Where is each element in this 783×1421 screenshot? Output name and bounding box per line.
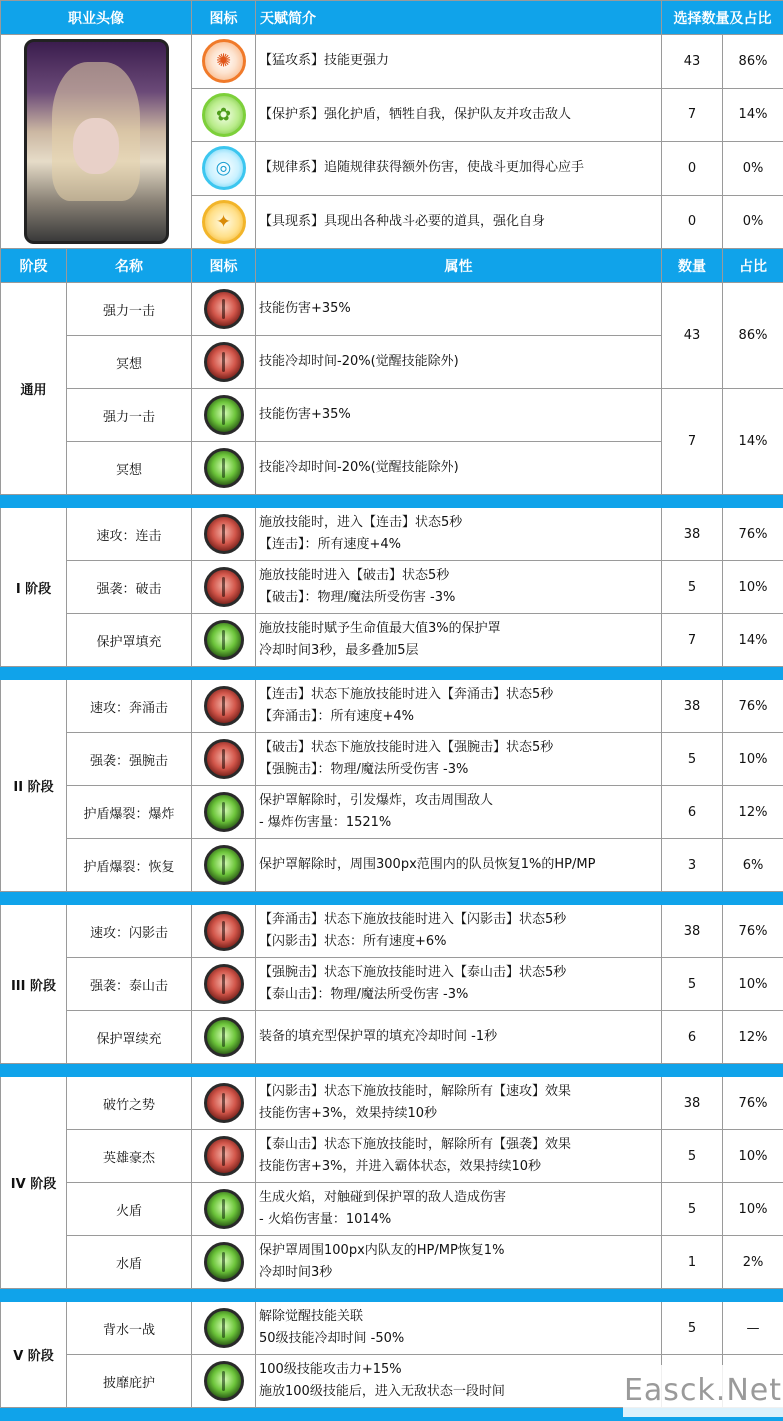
fire-shield-icon bbox=[204, 1189, 244, 1229]
skill-attr: 装备的填充型保护罩的填充冷却时间 -1秒 bbox=[256, 1011, 662, 1064]
talent-row bbox=[1, 35, 783, 89]
separator bbox=[1, 1289, 783, 1302]
skill-pct: 76% bbox=[723, 905, 783, 958]
skill-name: 背水一战 bbox=[67, 1302, 192, 1355]
skill-row bbox=[1, 1011, 783, 1064]
skill-name: 保护罩填充 bbox=[67, 614, 192, 667]
meditation-icon bbox=[204, 342, 244, 382]
skill-row bbox=[1, 508, 783, 561]
skill-row bbox=[1, 733, 783, 786]
rule-talent-icon: ◎ bbox=[202, 146, 246, 190]
skill-count: 5 bbox=[662, 1183, 723, 1236]
skill-count: 5 bbox=[662, 1130, 723, 1183]
skill-pct: 10% bbox=[723, 1183, 783, 1236]
meditation-icon bbox=[204, 448, 244, 488]
stage-label: IV 阶段 bbox=[1, 1077, 67, 1289]
shield-explode-icon bbox=[204, 792, 244, 832]
talent-pct: 14% bbox=[723, 88, 783, 142]
skill-name: 速攻：奔涌击 bbox=[67, 680, 192, 733]
break-strike-icon bbox=[204, 567, 244, 607]
skill-attr: 施放技能时赋予生命值最大值3%的保护罩 冷却时间3秒，最多叠加5层 bbox=[256, 614, 662, 667]
skill-count: 7 bbox=[662, 614, 723, 667]
shield-fill-icon bbox=[204, 620, 244, 660]
header-avatar: 职业头像 bbox=[1, 1, 192, 35]
skill-name: 破竹之势 bbox=[67, 1077, 192, 1130]
skill-row bbox=[1, 786, 783, 839]
skill-name: 强袭：破击 bbox=[67, 561, 192, 614]
skill-pct: 76% bbox=[723, 680, 783, 733]
skill-count: 6 bbox=[662, 1011, 723, 1064]
skill-name: 速攻：闪影击 bbox=[67, 905, 192, 958]
subheader-name: 名称 bbox=[67, 249, 192, 283]
skill-name: 强袭：强腕击 bbox=[67, 733, 192, 786]
skill-pct: 6% bbox=[723, 839, 783, 892]
skill-pct: 76% bbox=[723, 508, 783, 561]
skill-name: 英雄豪杰 bbox=[67, 1130, 192, 1183]
mountain-strike-icon bbox=[204, 964, 244, 1004]
skill-pct: 14% bbox=[723, 389, 783, 495]
shield-heal-icon bbox=[204, 845, 244, 885]
skill-pct: — bbox=[723, 1302, 783, 1355]
skill-count: 38 bbox=[662, 508, 723, 561]
class-portrait bbox=[24, 39, 169, 244]
portrait-cell bbox=[1, 35, 192, 249]
stage-label: I 阶段 bbox=[1, 508, 67, 667]
skill-pct: 2% bbox=[723, 1236, 783, 1289]
talent-pct: 0% bbox=[723, 195, 783, 249]
attack-talent-icon: ✺ bbox=[202, 39, 246, 83]
skill-row bbox=[1, 389, 783, 442]
power-strike-icon bbox=[204, 395, 244, 435]
skill-attr: 【泰山击】状态下施放技能时，解除所有【强袭】效果 技能伤害+3%，并进入霸体状态，效果持续10秒 bbox=[256, 1130, 662, 1183]
skill-row bbox=[1, 1236, 783, 1289]
header-icon: 图标 bbox=[192, 1, 256, 35]
skill-attr: 技能冷却时间-20%(觉醒技能除外) bbox=[256, 336, 662, 389]
skill-name: 护盾爆裂：恢复 bbox=[67, 839, 192, 892]
skill-pct: 12% bbox=[723, 1011, 783, 1064]
skill-count: 7 bbox=[662, 389, 723, 495]
talent-count: 0 bbox=[662, 142, 723, 196]
skill-count: 38 bbox=[662, 680, 723, 733]
skill-name: 速攻：连击 bbox=[67, 508, 192, 561]
overwhelm-icon bbox=[204, 1083, 244, 1123]
header-selection: 选择数量及占比 bbox=[662, 1, 783, 35]
skill-count: 5 bbox=[662, 733, 723, 786]
skill-row bbox=[1, 1077, 783, 1130]
skill-row bbox=[1, 1130, 783, 1183]
skill-attr: 施放技能时进入【破击】状态5秒 【破击】：物理/魔法所受伤害 -3% bbox=[256, 561, 662, 614]
protect-talent-icon: ✿ bbox=[202, 93, 246, 137]
skill-pct: 76% bbox=[723, 1077, 783, 1130]
separator bbox=[1, 892, 783, 905]
skill-attr: 保护罩解除时，周围300px范围内的队员恢复1%的HP/MP bbox=[256, 839, 662, 892]
skill-pct: 12% bbox=[723, 786, 783, 839]
water-shield-icon bbox=[204, 1242, 244, 1282]
talent-pct: 0% bbox=[723, 142, 783, 196]
skill-attr: 技能冷却时间-20%(觉醒技能除外) bbox=[256, 442, 662, 495]
skill-attr: 技能伤害+35% bbox=[256, 389, 662, 442]
skill-attr: 保护罩周围100px内队友的HP/MP恢复1% 冷却时间3秒 bbox=[256, 1236, 662, 1289]
watermark: Easck.Net bbox=[623, 1365, 783, 1417]
skill-row bbox=[1, 839, 783, 892]
skill-count: 1 bbox=[662, 1236, 723, 1289]
skill-count: 3 bbox=[662, 839, 723, 892]
skill-count: 38 bbox=[662, 1077, 723, 1130]
separator bbox=[1, 1064, 783, 1077]
strong-wrist-icon bbox=[204, 739, 244, 779]
skill-name: 保护罩续充 bbox=[67, 1011, 192, 1064]
skill-row bbox=[1, 1302, 783, 1355]
header-row bbox=[1, 1, 783, 35]
skill-count: 43 bbox=[662, 283, 723, 389]
skill-row bbox=[1, 1183, 783, 1236]
subheader-count: 数量 bbox=[662, 249, 723, 283]
subheader-stage: 阶段 bbox=[1, 249, 67, 283]
surge-strike-icon bbox=[204, 686, 244, 726]
subheader-row bbox=[1, 249, 783, 283]
subheader-icon: 图标 bbox=[192, 249, 256, 283]
talent-desc: 【规律系】追随规律获得额外伤害，使战斗更加得心应手 bbox=[256, 142, 662, 196]
skill-row bbox=[1, 614, 783, 667]
skill-name: 水盾 bbox=[67, 1236, 192, 1289]
skill-attr: 解除觉醒技能关联 50级技能冷却时间 -50% bbox=[256, 1302, 662, 1355]
skill-pct: 14% bbox=[723, 614, 783, 667]
manifest-talent-icon: ✦ bbox=[202, 200, 246, 244]
skill-pct: 10% bbox=[723, 1130, 783, 1183]
skill-name: 护盾爆裂：爆炸 bbox=[67, 786, 192, 839]
skill-name: 冥想 bbox=[67, 336, 192, 389]
skill-attr: 施放技能时，进入【连击】状态5秒 【连击】：所有速度+4% bbox=[256, 508, 662, 561]
skill-pct: 10% bbox=[723, 561, 783, 614]
skill-row bbox=[1, 283, 783, 336]
skill-count: 5 bbox=[662, 1302, 723, 1355]
skill-count: 6 bbox=[662, 786, 723, 839]
skill-name: 强力一击 bbox=[67, 283, 192, 336]
skill-count: 5 bbox=[662, 561, 723, 614]
talent-desc: 【具现系】具现出各种战斗必要的道具，强化自身 bbox=[256, 195, 662, 249]
stage-label: 通用 bbox=[1, 283, 67, 495]
stage-label: III 阶段 bbox=[1, 905, 67, 1064]
skill-attr: 【强腕击】状态下施放技能时进入【泰山击】状态5秒 【泰山击】：物理/魔法所受伤害 -3% bbox=[256, 958, 662, 1011]
skill-row bbox=[1, 680, 783, 733]
skill-count: 5 bbox=[662, 958, 723, 1011]
last-stand-icon bbox=[204, 1308, 244, 1348]
header-intro: 天赋简介 bbox=[256, 1, 662, 35]
invincible-guard-icon bbox=[204, 1361, 244, 1401]
skill-name: 冥想 bbox=[67, 442, 192, 495]
skill-row bbox=[1, 905, 783, 958]
skill-attr: 【闪影击】状态下施放技能时，解除所有【速攻】效果 技能伤害+3%，效果持续10秒 bbox=[256, 1077, 662, 1130]
hero-icon bbox=[204, 1136, 244, 1176]
stage-label: V 阶段 bbox=[1, 1302, 67, 1408]
stage-label: II 阶段 bbox=[1, 680, 67, 892]
power-strike-icon bbox=[204, 289, 244, 329]
skill-name: 火盾 bbox=[67, 1183, 192, 1236]
talent-pct: 86% bbox=[723, 35, 783, 89]
skill-pct: 86% bbox=[723, 283, 783, 389]
separator bbox=[1, 495, 783, 508]
talent-desc: 【猛攻系】技能更强力 bbox=[256, 35, 662, 89]
talent-count: 43 bbox=[662, 35, 723, 89]
skill-count: 38 bbox=[662, 905, 723, 958]
skill-name: 强袭：泰山击 bbox=[67, 958, 192, 1011]
skill-attr: 技能伤害+35% bbox=[256, 283, 662, 336]
skill-attr: 【奔涌击】状态下施放技能时进入【闪影击】状态5秒 【闪影击】状态：所有速度+6% bbox=[256, 905, 662, 958]
skill-attr: 生成火焰，对触碰到保护罩的敌人造成伤害 - 火焰伤害量：1014% bbox=[256, 1183, 662, 1236]
skill-pct: 10% bbox=[723, 733, 783, 786]
subheader-attr: 属性 bbox=[256, 249, 662, 283]
separator bbox=[1, 667, 783, 680]
shield-recharge-icon bbox=[204, 1017, 244, 1057]
skill-attr: 【连击】状态下施放技能时进入【奔涌击】状态5秒 【奔涌击】：所有速度+4% bbox=[256, 680, 662, 733]
combo-icon bbox=[204, 514, 244, 554]
flash-strike-icon bbox=[204, 911, 244, 951]
skill-attr: 【破击】状态下施放技能时进入【强腕击】状态5秒 【强腕击】：物理/魔法所受伤害 -3% bbox=[256, 733, 662, 786]
skill-row bbox=[1, 958, 783, 1011]
skill-name: 披靡庇护 bbox=[67, 1355, 192, 1408]
skill-attr: 100级技能攻击力+15% 施放100级技能后，进入无敌状态一段时间 bbox=[256, 1355, 662, 1408]
subheader-pct: 占比 bbox=[723, 249, 783, 283]
skill-row bbox=[1, 561, 783, 614]
talent-desc: 【保护系】强化护盾，牺牲自我，保护队友并攻击敌人 bbox=[256, 88, 662, 142]
skill-name: 强力一击 bbox=[67, 389, 192, 442]
skill-pct: 10% bbox=[723, 958, 783, 1011]
skill-attr: 保护罩解除时，引发爆炸，攻击周围敌人 - 爆炸伤害量：1521% bbox=[256, 786, 662, 839]
talent-count: 0 bbox=[662, 195, 723, 249]
talent-count: 7 bbox=[662, 88, 723, 142]
